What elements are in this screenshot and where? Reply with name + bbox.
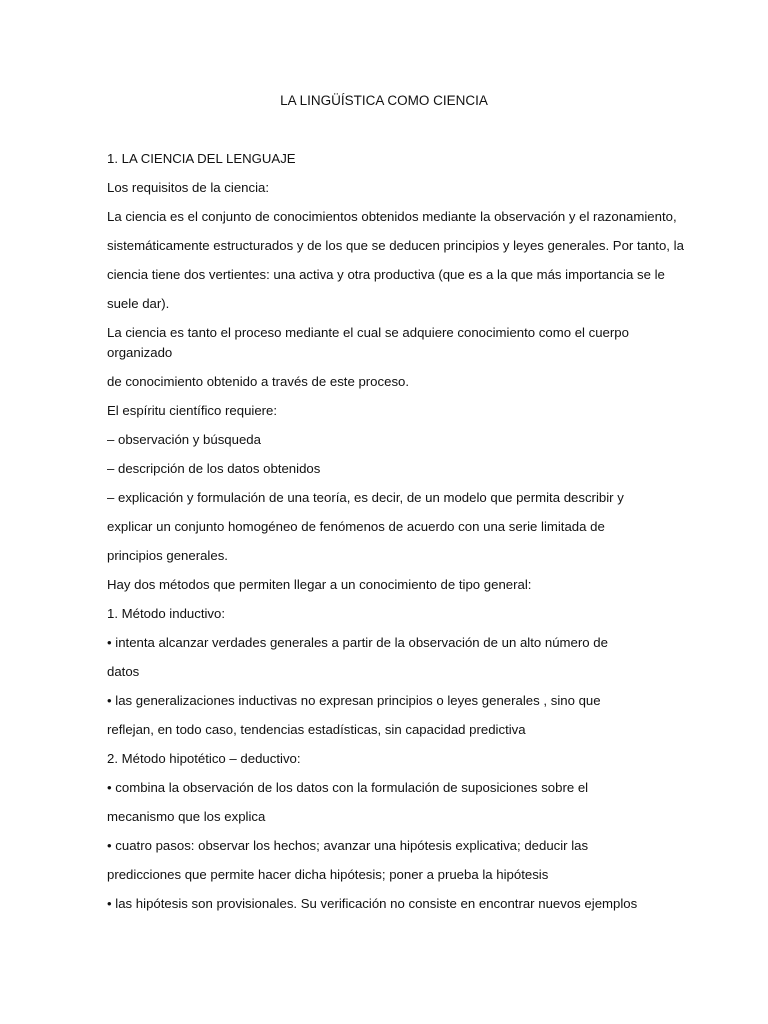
- paragraph-line: principios generales.: [107, 548, 228, 563]
- section-heading: 1. LA CIENCIA DEL LENGUAJE: [107, 151, 296, 166]
- paragraph-line: El espíritu científico requiere:: [107, 403, 278, 418]
- paragraph-line: La ciencia es tanto el proceso mediante el cual se adquiere conocimiento como el cuerpo: [107, 325, 629, 340]
- document-body: [107, 150, 684, 924]
- paragraph-line: sistemáticamente estructurados y de los que se deducen principios y leyes generales. Por tanto, la: [107, 238, 684, 253]
- bullet-item: • combina la observación de los datos con la formulación de suposiciones sobre el: [107, 780, 589, 795]
- paragraph-line: organizado: [107, 345, 173, 360]
- document-title: LA LINGÜÍSTICA COMO CIENCIA: [280, 93, 488, 108]
- paragraph-line: datos: [107, 664, 140, 679]
- paragraph-line: suele dar).: [107, 296, 170, 311]
- paragraph-line: explicar un conjunto homogéneo de fenómenos de acuerdo con una serie limitada de: [107, 519, 605, 534]
- list-item: – explicación y formulación de una teoría, es decir, de un modelo que permita describir y: [107, 490, 624, 505]
- paragraph-line: La ciencia es el conjunto de conocimientos obtenidos mediante la observación y el razonamiento,: [107, 209, 677, 224]
- paragraph-line: predicciones que permite hacer dicha hipótesis; poner a prueba la hipótesis: [107, 867, 549, 882]
- paragraph-line: mecanismo que los explica: [107, 809, 266, 824]
- list-item: – observación y búsqueda: [107, 432, 261, 447]
- paragraph-line: de conocimiento obtenido a través de este proceso.: [107, 374, 410, 389]
- paragraph-line: Los requisitos de la ciencia:: [107, 180, 270, 195]
- paragraph-line: ciencia tiene dos vertientes: una activa y otra productiva (que es a la que más importancia se le: [107, 267, 665, 282]
- bullet-item: • cuatro pasos: observar los hechos; avanzar una hipótesis explicativa; deducir las: [107, 838, 589, 853]
- list-item: – descripción de los datos obtenidos: [107, 461, 321, 476]
- bullet-item: • las hipótesis son provisionales. Su verificación no consiste en encontrar nuevos ejemplos: [107, 896, 638, 911]
- paragraph-line: Hay dos métodos que permiten llegar a un conocimiento de tipo general:: [107, 577, 532, 592]
- bullet-item: • las generalizaciones inductivas no expresan principios o leyes generales , sino que: [107, 693, 601, 708]
- bullet-item: • intenta alcanzar verdades generales a partir de la observación de un alto número de: [107, 635, 608, 650]
- method-heading: 2. Método hipotético – deductivo:: [107, 751, 301, 766]
- paragraph-line: reflejan, en todo caso, tendencias estadísticas, sin capacidad predictiva: [107, 722, 526, 737]
- method-heading: 1. Método inductivo:: [107, 606, 226, 621]
